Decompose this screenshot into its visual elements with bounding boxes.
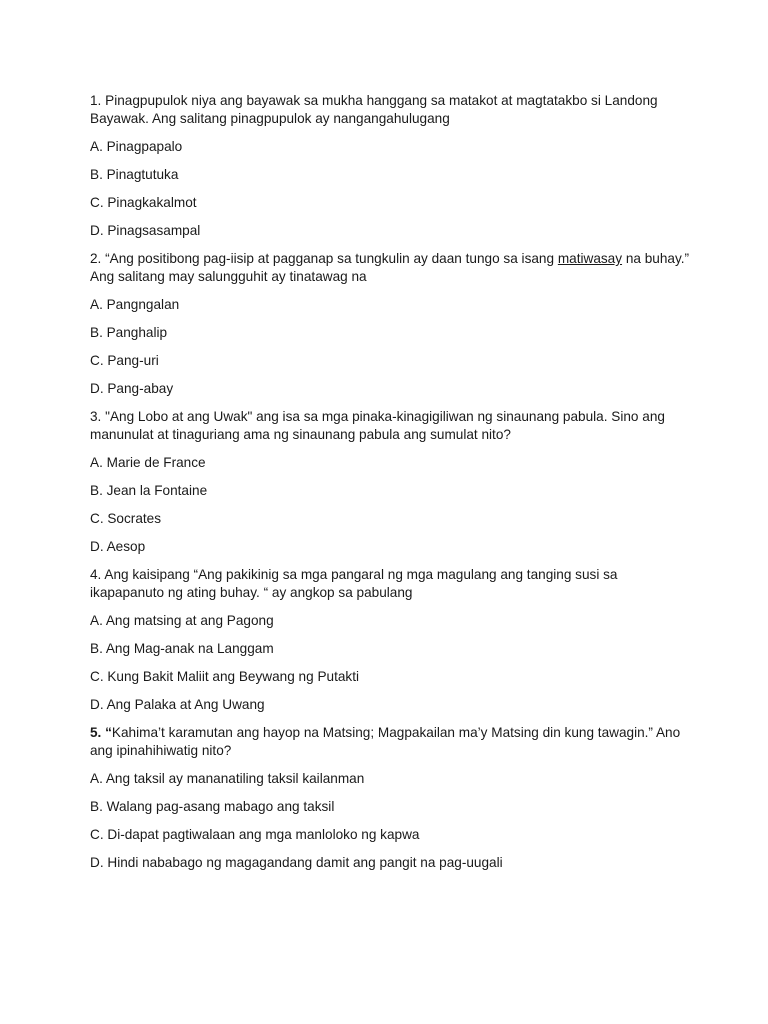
question-2-choice-d: D. Pang-abay (90, 381, 174, 396)
question-1-number: 1. (90, 93, 102, 108)
question-2-underlined-word: matiwasay (557, 251, 623, 266)
question-1-choice-b: B. Pinagtutuka (90, 167, 179, 182)
question-5-number: 5. “ (90, 725, 112, 740)
question-3-number: 3. (90, 409, 102, 424)
question-4-choice-a: A. Ang matsing at ang Pagong (90, 613, 274, 628)
question-5-choice-a: A. Ang taksil ay mananatiling taksil kailanman (90, 771, 365, 786)
question-3-choice-c: C. Socrates (90, 511, 162, 526)
question-1-body: Pinagpupulok niya ang bayawak sa mukha hanggang sa matakot at magtatakbo si Landong Bayawak. Ang salitang pinagpupulok ay nangangahulugang (90, 93, 658, 126)
quiz-document (90, 92, 690, 882)
question-3-body: "Ang Lobo at ang Uwak" ang isa sa mga pinaka-kinagigiliwan ng sinaunang pabula. Sino ang manunulat at tinaguriang ama ng sinaunang pabula ang sumulat nito? (90, 409, 665, 442)
question-5-choice-b: B. Walang pag-asang mabago ang taksil (90, 799, 335, 814)
question-2-choice-a: A. Pangngalan (90, 297, 180, 312)
question-2-body-after: na buhay.” Ang salitang may salungguhit ay tinatawag na (90, 251, 690, 284)
question-1-text (90, 92, 690, 128)
question-2-text (90, 250, 690, 286)
question-4 (90, 566, 690, 714)
question-5-text (90, 724, 690, 760)
question-5-choice-d: D. Hindi nababago ng magagandang damit ang pangit na pag-uugali (90, 855, 503, 870)
question-4-choice-d: D. Ang Palaka at Ang Uwang (90, 697, 265, 712)
question-1-choice-d: D. Pinagsasampal (90, 223, 201, 238)
question-1-choice-a: A. Pinagpapalo (90, 139, 183, 154)
question-1 (90, 92, 690, 240)
question-2-choice-c: C. Pang-uri (90, 353, 159, 368)
question-3-text (90, 408, 690, 444)
question-4-choice-b: B. Ang Mag-anak na Langgam (90, 641, 274, 656)
question-3-choice-a: A. Marie de France (90, 455, 206, 470)
question-3-choice-d: D. Aesop (90, 539, 146, 554)
question-3 (90, 408, 690, 556)
question-5-body: Kahima’t karamutan ang hayop na Matsing; Magpakailan ma’y Matsing din kung tawagin.” Ano ang ipinahihiwatig nito? (90, 725, 681, 758)
question-2 (90, 250, 690, 398)
question-1-choice-c: C. Pinagkakalmot (90, 195, 197, 210)
question-3-choice-b: B. Jean la Fontaine (90, 483, 208, 498)
question-4-text (90, 566, 690, 602)
question-5 (90, 724, 690, 872)
question-4-number: 4. (90, 567, 102, 582)
question-2-choice-b: B. Panghalip (90, 325, 168, 340)
question-5-choice-c: C. Di-dapat pagtiwalaan ang mga manloloko ng kapwa (90, 827, 420, 842)
question-4-choice-c: C. Kung Bakit Maliit ang Beywang ng Putakti (90, 669, 360, 684)
question-2-body-before: “Ang positibong pag-iisip at pagganap sa tungkulin ay daan tungo sa isang (105, 251, 555, 266)
question-4-body: Ang kaisipang “Ang pakikinig sa mga pangaral ng mga magulang ang tanging susi sa ikapapanuto ng ating buhay. “ ay angkop sa pabulang (90, 567, 618, 600)
question-2-number: 2. (90, 251, 102, 266)
